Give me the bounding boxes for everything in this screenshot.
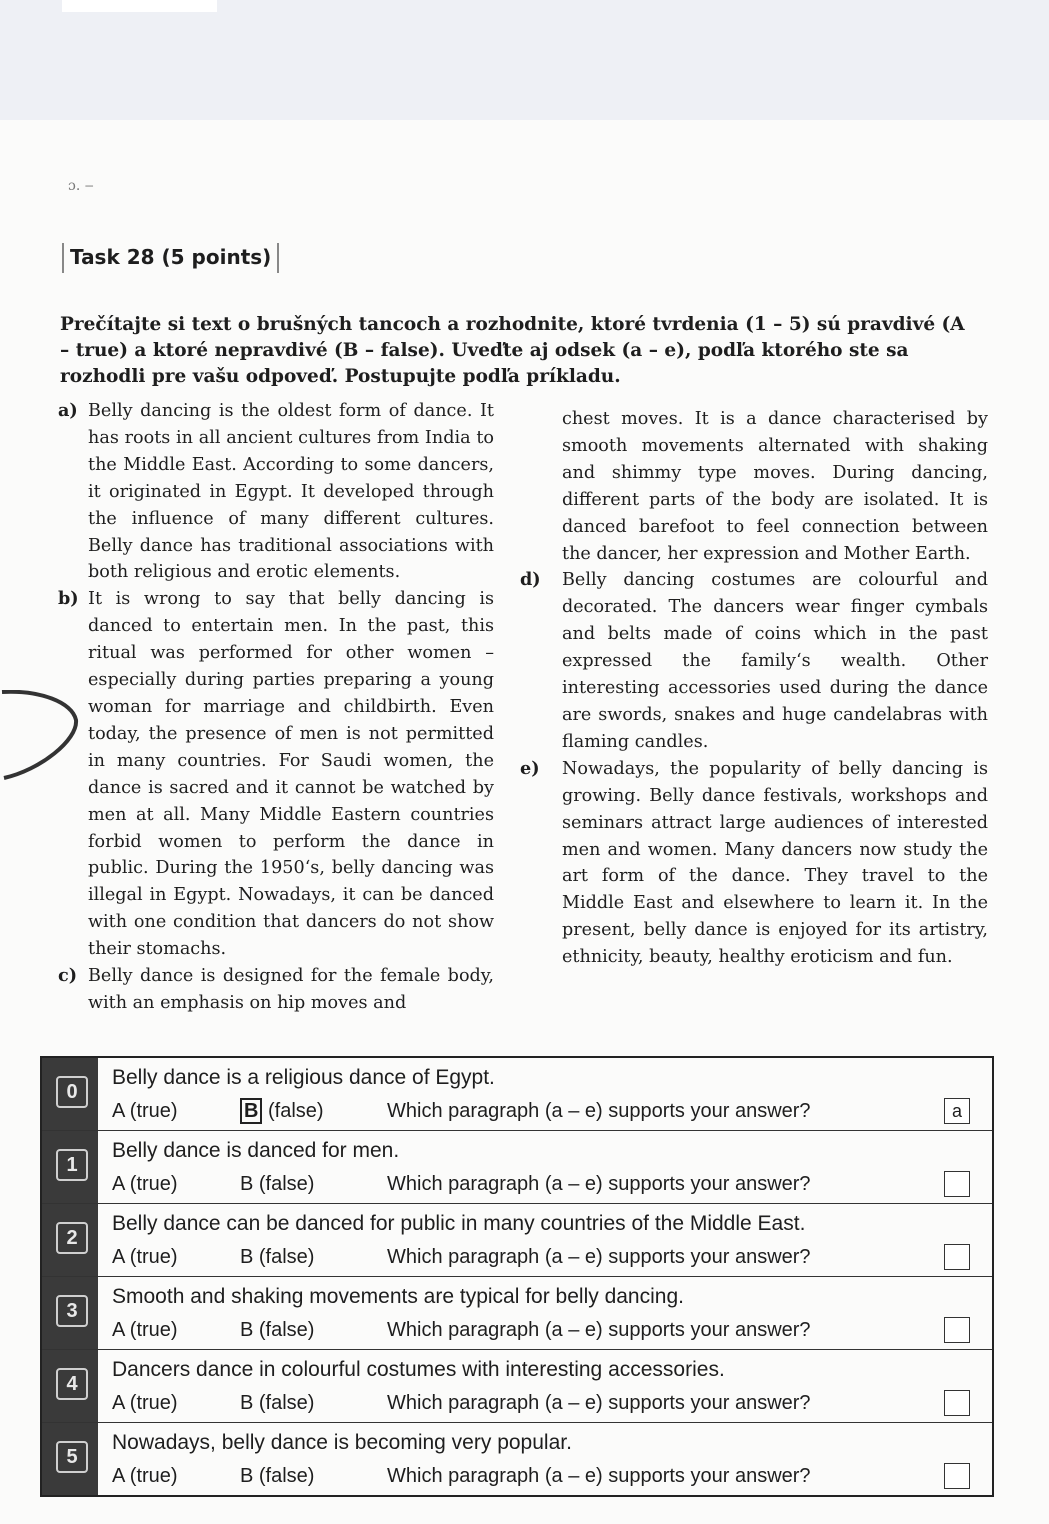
paragraph-c-continued: chest moves. It is a dance characterised by smooth movements alternated with shaking and shimmy type moves. During dancing, different parts of the body are isolated. It is danced barefoot to feel connection between the dancer, her expression and Mother Earth. [562,409,988,564]
option-true[interactable]: A (true) [112,1465,178,1487]
option-false[interactable] [240,1100,324,1123]
option-true[interactable]: A (true) [112,1392,178,1414]
option-false-selected-letter: B [240,1098,262,1124]
answer-box[interactable] [944,1317,970,1343]
answer-box[interactable] [944,1463,970,1489]
paragraph-d [520,567,988,755]
question-statement: Smooth and shaking movements are typical for belly dancing. [112,1285,684,1308]
paragraph-question: Which paragraph (a – e) supports your answer? [387,1319,811,1341]
option-true[interactable]: A (true) [112,1246,178,1268]
paragraph-label: b) [58,588,79,610]
answer-box[interactable]: a [944,1098,970,1124]
option-false[interactable]: B (false) [240,1319,315,1341]
answer-box[interactable] [944,1171,970,1197]
text-column-right [520,406,988,971]
question-row [42,1204,992,1277]
question-statement: Belly dance is a religious dance of Egypt. [112,1066,495,1089]
question-statement: Belly dance can be danced for public in many countries of the Middle East. [112,1212,806,1235]
paragraph-a [58,398,494,586]
question-number-label: 2 [56,1222,88,1254]
question-number [42,1204,98,1276]
answer-box[interactable] [944,1244,970,1270]
paragraph-label: e) [520,757,540,779]
question-number [42,1131,98,1203]
question-row [42,1131,992,1204]
question-row [42,1423,992,1495]
question-number-label: 1 [56,1149,88,1181]
paragraph-b [58,586,494,963]
question-number [42,1058,98,1130]
question-number-label: 0 [56,1076,88,1108]
question-statement: Dancers dance in colourful costumes with interesting accessories. [112,1358,725,1381]
top-bar [0,0,1049,120]
question-number [42,1277,98,1349]
option-false[interactable]: B (false) [240,1246,315,1268]
question-number [42,1350,98,1422]
paragraph-label: c) [58,965,78,987]
paragraph-label: d) [520,569,541,591]
paragraph-text: It is wrong to say that belly dancing is danced to entertain men. In the past, this ritual was performed for other women – especially during parties preparing a young woman for marriage and childbirth. Even today, the presence of men is not permitted in many countries. For Saudi women, the dance is sacred and it cannot be watched by men at all. Many Middle Eastern countries forbid women to perform the dance in public. During the 1950‘s, belly dancing was illegal in Egypt. Nowadays, it can be danced with one condition that dancers do not show their stomachs. [88,589,494,960]
option-true[interactable]: A (true) [112,1173,178,1195]
question-row-example [42,1058,992,1131]
paragraph-text: Belly dancing costumes are colourful and decorated. The dancers wear finger cymbals and belts made of coins which in the past expressed the family‘s wealth. Other interesting accessories used during the dance are swords, snakes and huge candelabras with flaming candles. [562,570,988,752]
question-row [42,1350,992,1423]
answer-box[interactable] [944,1390,970,1416]
paragraph-c [58,963,494,1017]
option-true[interactable]: A (true) [112,1100,178,1122]
corner-mark: ɔ. ‒ [68,178,94,194]
task-title: Task 28 (5 points) [62,243,279,273]
question-number-label: 3 [56,1295,88,1327]
paragraph-question: Which paragraph (a – e) supports your answer? [387,1465,811,1487]
option-true[interactable]: A (true) [112,1319,178,1341]
paragraph-e [520,756,988,971]
question-number-label: 5 [56,1441,88,1473]
question-statement: Nowadays, belly dance is becoming very popular. [112,1431,572,1454]
option-false-text: (false) [262,1100,324,1122]
question-row [42,1277,992,1350]
question-number-label: 4 [56,1368,88,1400]
paragraph-text: Belly dancing is the oldest form of dance. It has roots in all ancient cultures from India to the Middle East. According to some dancers, it originated in Egypt. It developed through the influence of many different cultures. Belly dance has traditional associations with both religious and erotic elements. [88,401,494,583]
option-false[interactable]: B (false) [240,1465,315,1487]
paragraph-question: Which paragraph (a – e) supports your answer? [387,1100,811,1122]
paragraph-text: Belly dance is designed for the female body, with an emphasis on hip moves and [88,966,494,1013]
paragraph-question: Which paragraph (a – e) supports your answer? [387,1246,811,1268]
text-column-left [58,398,494,1017]
option-false[interactable]: B (false) [240,1173,315,1195]
paragraph-label: a) [58,400,78,421]
paragraph-question: Which paragraph (a – e) supports your answer? [387,1392,811,1414]
task-instructions: Prečítajte si text o brušných tancoch a rozhodnite, ktoré tvrdenia (1 – 5) sú pravdivé (A – true) a ktoré nepravdivé (B – false). Uveďte aj odsek (a – e), podľa ktorého ste sa rozhodli pre vašu odpoveď. Postupujte podľa príkladu. [60,314,965,387]
option-false[interactable]: B (false) [240,1392,315,1414]
question-statement: Belly dance is danced for men. [112,1139,400,1162]
questions-table [40,1056,994,1497]
paragraph-text: Nowadays, the popularity of belly dancing is growing. Belly dance festivals, workshops and seminars attract large audiences of interested men and women. Many dancers now study the art form of the dance. They travel to the Middle East and elsewhere to learn it. In the present, belly dance is enjoyed for its artistry, ethnicity, beauty, healthy eroticism and fun. [562,758,988,968]
question-number [42,1423,98,1495]
top-tab [62,0,217,12]
paragraph-question: Which paragraph (a – e) supports your answer? [387,1173,811,1195]
